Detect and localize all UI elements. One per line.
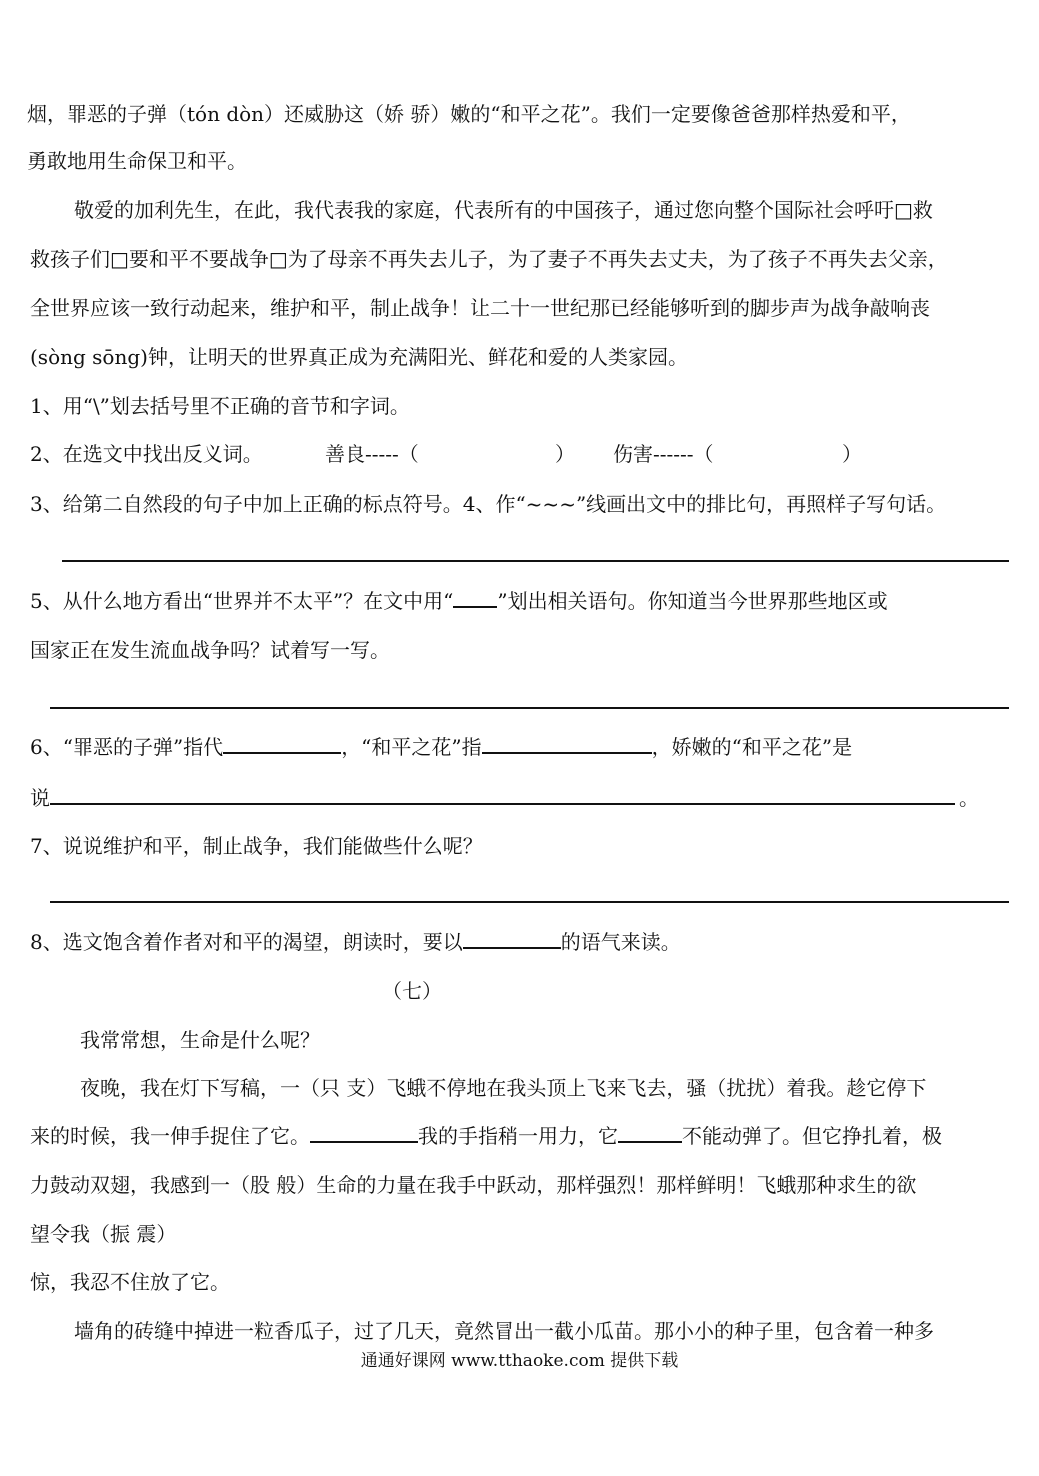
passage-text: 我的手指稍一用力，它 bbox=[418, 1124, 618, 1148]
passage-line: 全世界应该一致行动起来，维护和平，制止战争！让二十一世纪那已经能够听到的脚步声为战争敲响丧 bbox=[30, 296, 930, 320]
question-2-text: 2、在选文中找出反义词。 bbox=[30, 442, 263, 466]
passage-line: (sòng sōng)钟，让明天的世界真正成为充满阳光、鲜花和爱的人类家园。 bbox=[30, 345, 688, 369]
passage-line: 勇敢地用生命保卫和平。 bbox=[27, 149, 247, 173]
question-6-text: 说 bbox=[30, 786, 50, 810]
answer-blank[interactable] bbox=[463, 929, 561, 949]
passage-line: 我常常想，生命是什么呢？ bbox=[80, 1028, 320, 1052]
question-7: 7、说说维护和平，制止战争，我们能做些什么呢？ bbox=[30, 834, 483, 858]
answer-blank[interactable] bbox=[50, 785, 955, 805]
question-5 bbox=[30, 587, 888, 615]
answer-blank[interactable] bbox=[223, 734, 341, 754]
passage-line: 力鼓动双翅，我感到一（股 般）生命的力量在我手中跃动，那样强烈！那样鲜明！飞蛾那种求生的欲 bbox=[30, 1173, 917, 1197]
question-8 bbox=[30, 928, 681, 956]
question-3-4: 3、给第二自然段的句子中加上正确的标点符号。4、作“~~~”线画出文中的排比句，再照样子写句话。 bbox=[30, 492, 947, 516]
section-heading: （七） bbox=[382, 979, 442, 1003]
question-8-text-cont: 的语气来读。 bbox=[560, 930, 681, 954]
question-5-text-cont: ”划出相关语句。你知道当今世界那些地区或 bbox=[497, 589, 888, 613]
question-2 bbox=[30, 440, 862, 468]
question-6-text: 6、“罪恶的子弹”指代 bbox=[30, 735, 224, 759]
question-5-text: 5、从什么地方看出“世界并不太平”？在文中用“ bbox=[30, 589, 454, 613]
question-1: 1、用“\”划去括号里不正确的音节和字词。 bbox=[30, 394, 410, 418]
underline-sample bbox=[453, 588, 497, 608]
antonym-bracket-close: ） bbox=[555, 442, 575, 466]
question-6-text-cont: ，“和平之花”指 bbox=[341, 735, 482, 759]
answer-line[interactable] bbox=[50, 707, 1009, 709]
question-8-text: 8、选文饱含着作者对和平的渴望，朗读时，要以 bbox=[30, 930, 463, 954]
passage-line bbox=[30, 1122, 942, 1150]
question-6-line2 bbox=[30, 784, 979, 812]
answer-line[interactable] bbox=[50, 901, 1009, 903]
question-6-end: 。 bbox=[959, 786, 979, 810]
antonym-shanliang-label: 善良-----（ bbox=[325, 442, 419, 466]
passage-line: 惊，我忍不住放了它。 bbox=[30, 1270, 230, 1294]
passage-text: 不能动弹了。但它挣扎着，极 bbox=[682, 1124, 942, 1148]
question-6 bbox=[30, 733, 852, 761]
answer-blank[interactable] bbox=[618, 1123, 682, 1143]
page-footer: 通通好课网 www.tthaoke.com 提供下载 bbox=[360, 1351, 679, 1371]
antonym-bracket-close: ） bbox=[842, 442, 862, 466]
answer-blank[interactable] bbox=[310, 1123, 418, 1143]
passage-text: 来的时候，我一伸手捉住了它。 bbox=[30, 1124, 310, 1148]
passage-line: 敬爱的加利先生，在此，我代表我的家庭，代表所有的中国孩子，通过您向整个国际社会呼吁□救 bbox=[74, 198, 933, 222]
answer-blank[interactable] bbox=[482, 734, 652, 754]
answer-line[interactable] bbox=[62, 560, 1009, 562]
passage-line: 救孩子们□要和平不要战争□为了母亲不再失去儿子，为了妻子不再失去丈夫，为了孩子不再失去父亲， bbox=[30, 247, 948, 271]
passage-line: 烟，罪恶的子弹（tón dòn）还威胁这（娇 骄）嫩的“和平之花”。我们一定要像爸爸那样热爱和平， bbox=[27, 102, 911, 126]
antonym-shanghai-label: 伤害------（ bbox=[613, 442, 714, 466]
question-6-text-cont: ，娇嫩的“和平之花”是 bbox=[651, 735, 853, 759]
passage-line: 夜晚，我在灯下写稿，一（只 支）飞蛾不停地在我头顶上飞来飞去，骚（扰扰）着我。趁它停下 bbox=[80, 1076, 927, 1100]
passage-line: 墙角的砖缝中掉进一粒香瓜子，过了几天，竟然冒出一截小瓜苗。那小小的种子里，包含着一种多 bbox=[74, 1319, 934, 1343]
passage-line: 望令我（振 震） bbox=[30, 1222, 177, 1246]
question-5-line2: 国家正在发生流血战争吗？试着写一写。 bbox=[30, 638, 390, 662]
